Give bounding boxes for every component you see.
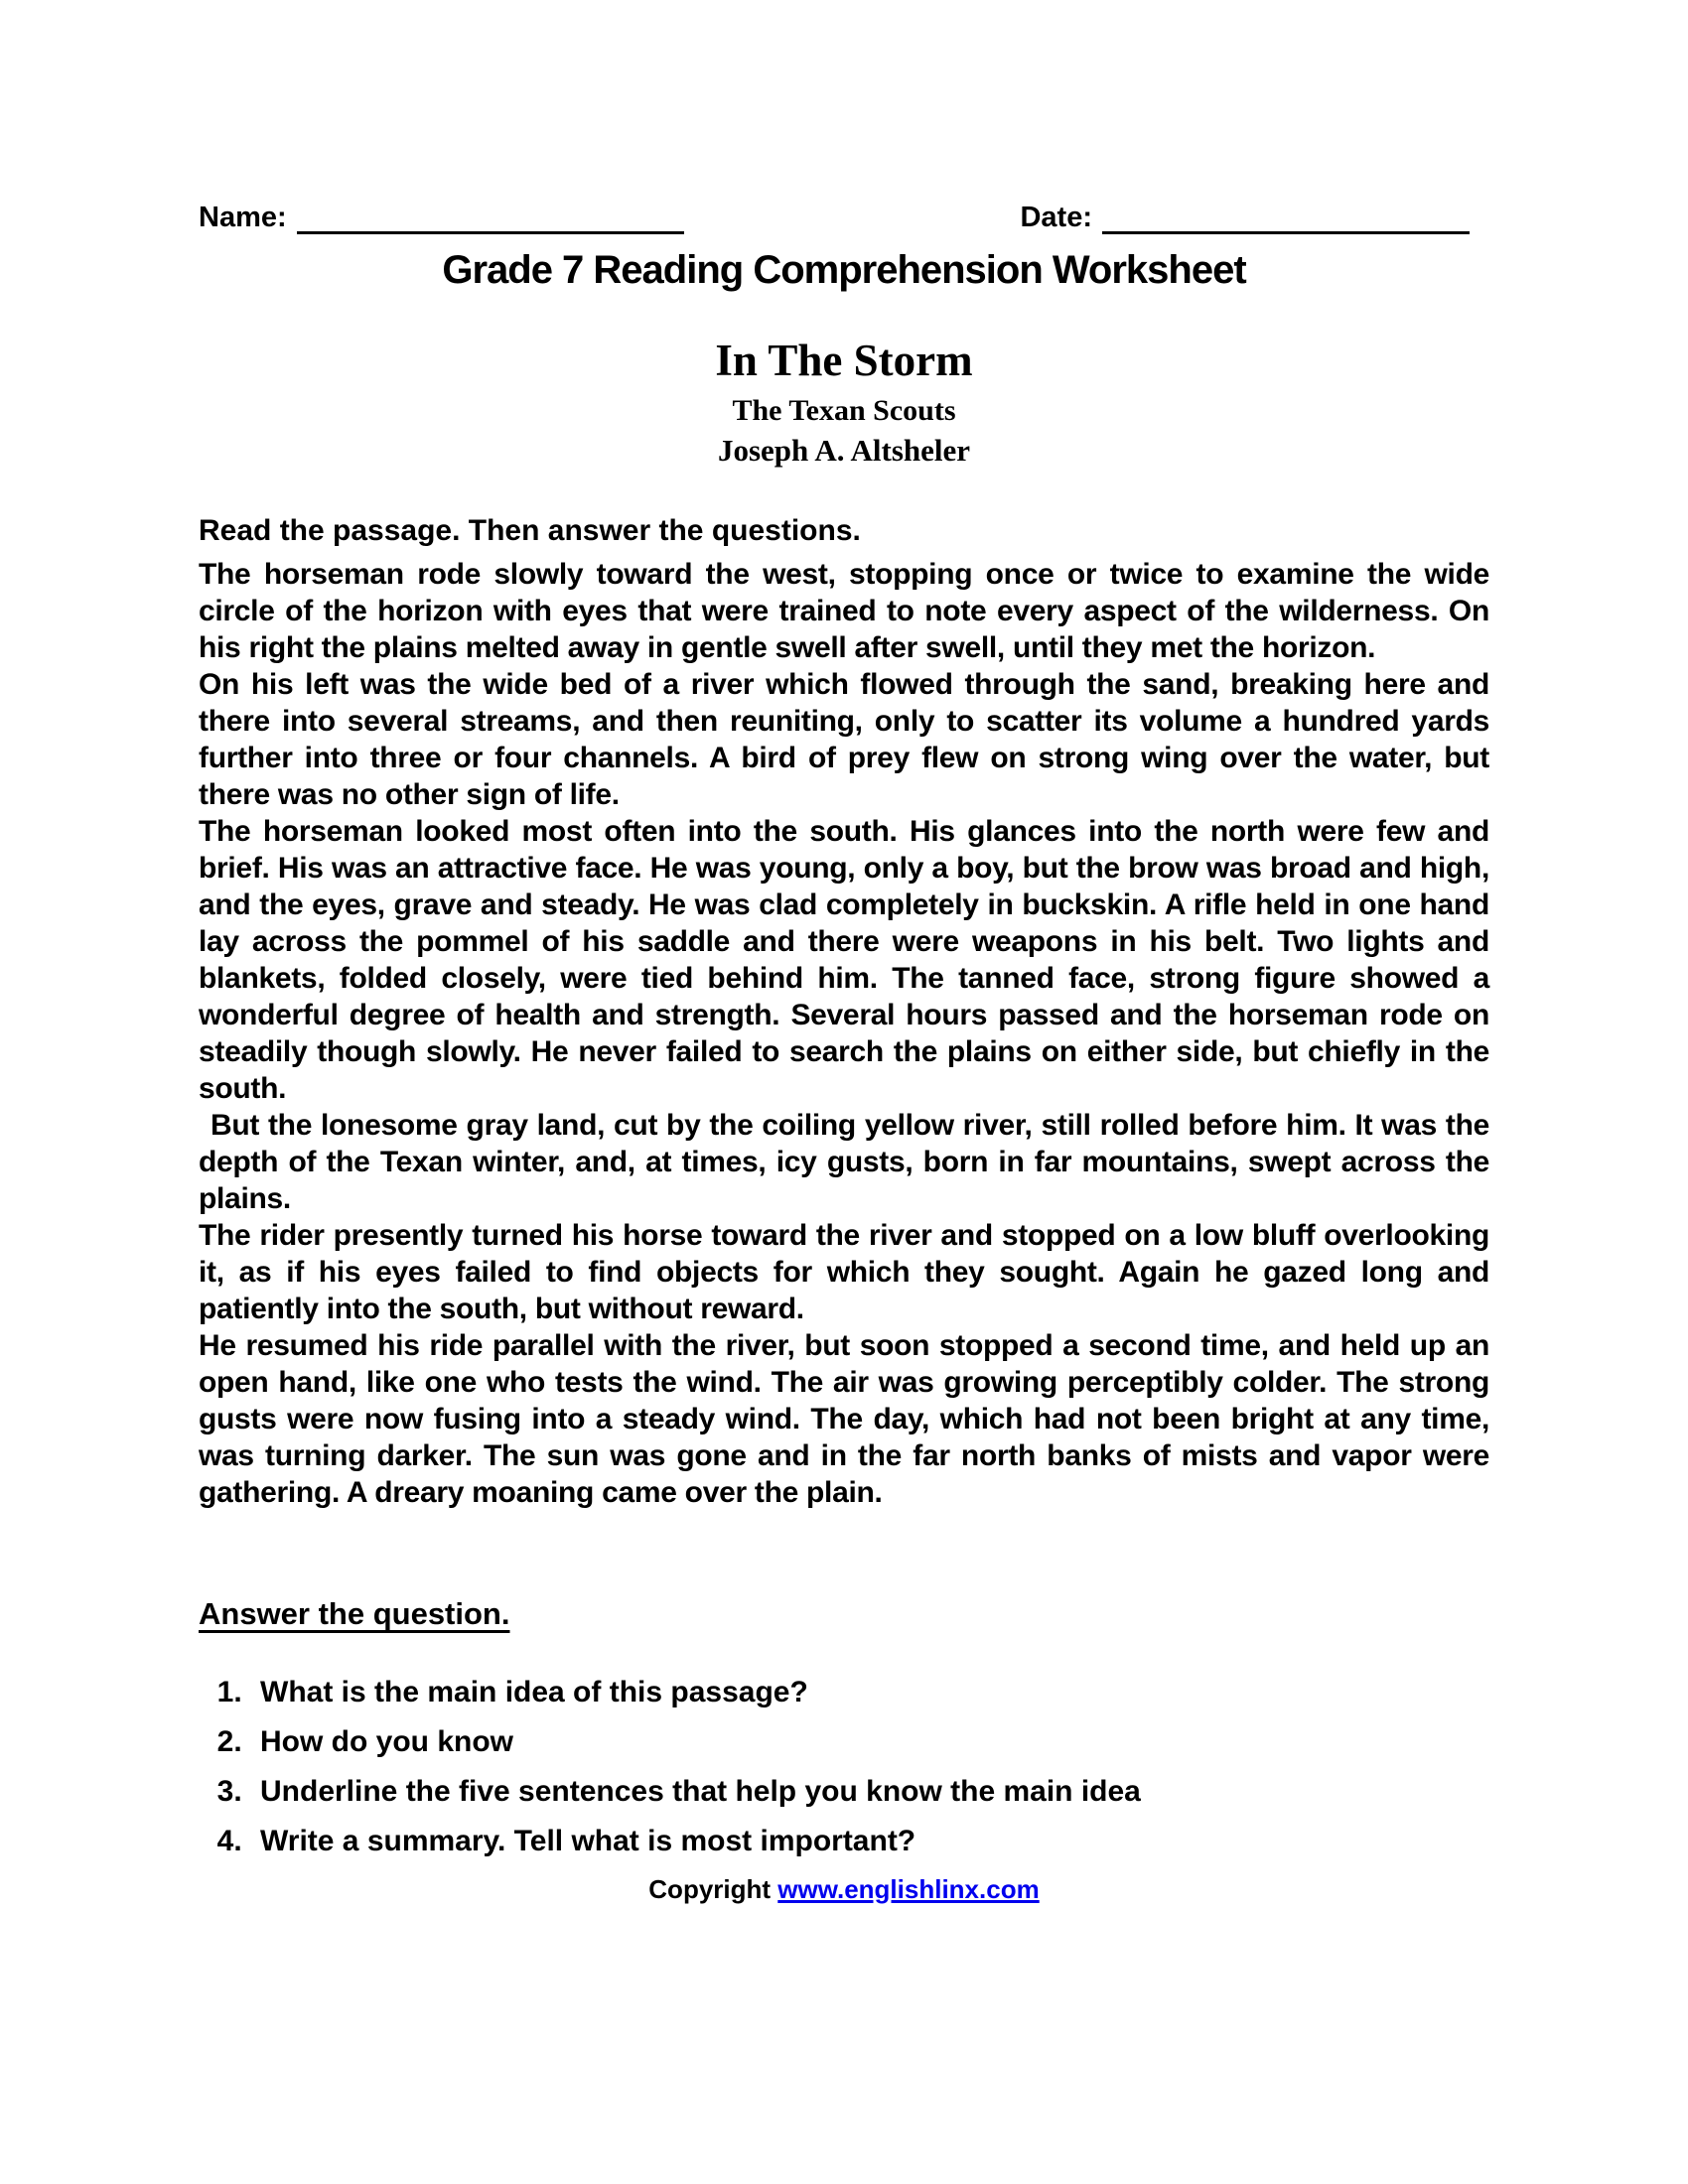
passage-instructions: Read the passage. Then answer the questions. (199, 514, 861, 547)
passage-paragraph-1: The horseman rode slowly toward the west, stopping once or twice to examine the wide circle of the horizon with eyes that were trained to note every aspect of the wilderness. On his right the plains melted away in gentle swell after swell, until they met the horizon. (199, 558, 1489, 664)
footer (199, 1874, 1489, 1905)
copyright-label: Copyright (648, 1874, 778, 1904)
worksheet-title: Grade 7 Reading Comprehension Worksheet (442, 248, 1246, 292)
date-field (1020, 202, 1489, 234)
date-blank-line (1102, 202, 1470, 234)
name-field (199, 202, 684, 234)
passage-author: Joseph A. Altsheler (717, 433, 971, 468)
passage-paragraph-2: On his left was the wide bed of a river which flowed through the sand, breaking here and there into several streams, and then reuniting, only to scatter its volume a hundred yards further into three or four channels. A bird of prey flew on strong wing over the water, but there was no other sign of life. (199, 668, 1489, 811)
passage-paragraph-5: The rider presently turned his horse toward the river and stopped on a low bluff overlooking it, as if his eyes failed to find objects for which they sought. Again he gazed long and patiently into the south, but without reward. (199, 1219, 1489, 1325)
passage-paragraph-4: But the lonesome gray land, cut by the coiling yellow river, still rolled before him. It was the depth of the Texan winter, and, at times, icy gusts, born in far mountains, swept across the plains. (199, 1109, 1489, 1215)
passage-title: In The Storm (715, 336, 973, 385)
copyright-link[interactable]: www.englishlinx.com (777, 1874, 1040, 1904)
passage-paragraph-6: He resumed his ride parallel with the river, but soon stopped a second time, and held up an open hand, like one who tests the wind. The air was growing perceptibly colder. The strong gusts were now fusing into a steady wind. The day, which had not been bright at any time, was turning darker. The sun was gone and in the far north banks of mists and vapor were gathering. A dreary moaning came over the plain. (199, 1329, 1489, 1509)
header-row (199, 202, 1489, 234)
worksheet-content (199, 0, 1489, 1905)
passage-subtitle: The Texan Scouts (732, 394, 956, 427)
question-item-1: 1. What is the main idea of this passage? (250, 1676, 1489, 1709)
name-label: Name: (199, 202, 287, 233)
question-item-4: 4. Write a summary. Tell what is most important? (250, 1825, 1489, 1858)
passage-paragraph-3: The horseman looked most often into the south. His glances into the north were few and brief. His was an attractive face. He was young, only a boy, but the brow was broad and high, and the eyes, grave and steady. He was clad completely in buckskin. A rifle held in one hand lay across the pommel of his saddle and there were weapons in his belt. Two lights and blankets, folded closely, were tied behind him. The tanned face, strong figure showed a wonderful degree of health and strength. Several hours passed and the horseman rode on steadily though slowly. He never failed to search the plains on either side, but chiefly in the south. (199, 815, 1489, 1105)
question-list (199, 1676, 1489, 1858)
answer-heading: Answer the question. (199, 1596, 510, 1631)
question-item-2: 2. How do you know (250, 1725, 1489, 1759)
question-item-3: 3. Underline the five sentences that help you know the main idea (250, 1775, 1489, 1809)
date-label: Date: (1020, 202, 1092, 233)
name-blank-line (297, 202, 684, 234)
